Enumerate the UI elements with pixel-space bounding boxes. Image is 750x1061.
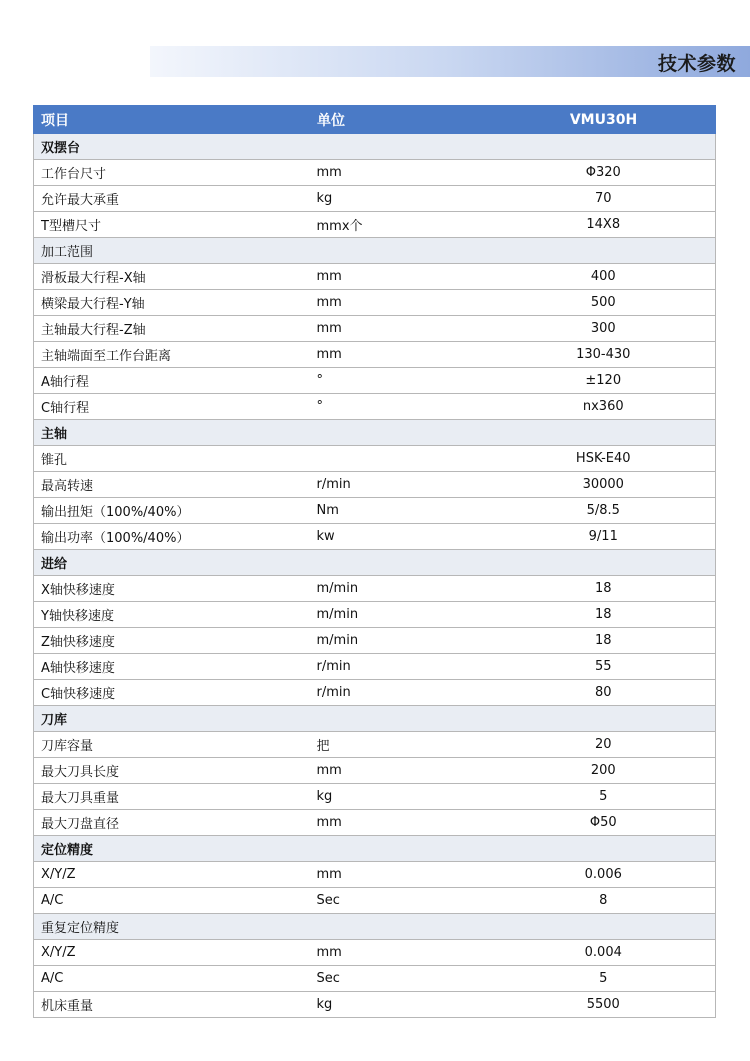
table-row [34, 602, 716, 628]
table-row [34, 342, 716, 368]
cell-value [492, 550, 716, 576]
cell-item: 进给 [34, 550, 310, 576]
cell-unit: kw [310, 524, 492, 550]
cell-item: X/Y/Z [34, 940, 310, 966]
cell-value: 500 [492, 290, 716, 316]
cell-value [492, 238, 716, 264]
header-item: 项目 [34, 106, 310, 134]
cell-unit [310, 836, 492, 862]
cell-item: A/C [34, 966, 310, 992]
cell-value: 18 [492, 628, 716, 654]
cell-unit: m/min [310, 628, 492, 654]
cell-unit [310, 706, 492, 732]
cell-item: 滑板最大行程-X轴 [34, 264, 310, 290]
cell-item: 重复定位精度 [34, 914, 310, 940]
cell-value: 5500 [492, 992, 716, 1018]
cell-unit: mm [310, 810, 492, 836]
table-row [34, 758, 716, 784]
cell-value: 5 [492, 966, 716, 992]
cell-item: A轴快移速度 [34, 654, 310, 680]
cell-item: A轴行程 [34, 368, 310, 394]
table-header-row [34, 106, 716, 134]
cell-item: 机床重量 [34, 992, 310, 1018]
cell-item: 允许最大承重 [34, 186, 310, 212]
table-row [34, 472, 716, 498]
cell-item: C轴行程 [34, 394, 310, 420]
cell-value: 30000 [492, 472, 716, 498]
cell-unit: r/min [310, 472, 492, 498]
table-row [34, 862, 716, 888]
table-row [34, 264, 716, 290]
cell-unit: mm [310, 160, 492, 186]
cell-item: 锥孔 [34, 446, 310, 472]
cell-value [492, 914, 716, 940]
cell-item: 刀库 [34, 706, 310, 732]
cell-item: Y轴快移速度 [34, 602, 310, 628]
cell-unit: mmx个 [310, 212, 492, 238]
spec-table [33, 105, 716, 1018]
table-row [34, 290, 716, 316]
cell-value: 300 [492, 316, 716, 342]
cell-value: HSK-E40 [492, 446, 716, 472]
cell-value: 20 [492, 732, 716, 758]
section-row [34, 420, 716, 446]
cell-item: X/Y/Z [34, 862, 310, 888]
table-row [34, 810, 716, 836]
cell-unit: m/min [310, 576, 492, 602]
table-row [34, 446, 716, 472]
cell-unit: mm [310, 316, 492, 342]
section-row [34, 706, 716, 732]
cell-unit [310, 420, 492, 446]
section-row [34, 238, 716, 264]
cell-value: 200 [492, 758, 716, 784]
cell-item: 主轴 [34, 420, 310, 446]
cell-value: 70 [492, 186, 716, 212]
cell-value: 0.006 [492, 862, 716, 888]
title-band [150, 46, 750, 77]
spec-table-body [34, 134, 716, 1018]
cell-value: 18 [492, 576, 716, 602]
cell-item: 横梁最大行程-Y轴 [34, 290, 310, 316]
cell-item: 输出功率（100%/40%） [34, 524, 310, 550]
cell-value [492, 706, 716, 732]
table-row [34, 888, 716, 914]
table-row [34, 524, 716, 550]
cell-unit: Sec [310, 966, 492, 992]
cell-item: 双摆台 [34, 134, 310, 160]
table-row [34, 576, 716, 602]
cell-value: nx360 [492, 394, 716, 420]
cell-unit [310, 550, 492, 576]
cell-unit [310, 134, 492, 160]
cell-value: 0.004 [492, 940, 716, 966]
section-row [34, 134, 716, 160]
cell-unit [310, 238, 492, 264]
section-row [34, 550, 716, 576]
cell-unit: mm [310, 290, 492, 316]
cell-unit: mm [310, 758, 492, 784]
table-row [34, 732, 716, 758]
cell-item: C轴快移速度 [34, 680, 310, 706]
cell-value: 8 [492, 888, 716, 914]
cell-item: 最大刀具重量 [34, 784, 310, 810]
table-row [34, 316, 716, 342]
cell-unit: Nm [310, 498, 492, 524]
cell-unit: r/min [310, 680, 492, 706]
cell-unit: mm [310, 264, 492, 290]
cell-item: A/C [34, 888, 310, 914]
header-unit: 单位 [310, 106, 492, 134]
table-row [34, 784, 716, 810]
cell-value: 18 [492, 602, 716, 628]
cell-item: 最大刀具长度 [34, 758, 310, 784]
section-row [34, 836, 716, 862]
cell-value: 130-430 [492, 342, 716, 368]
cell-item: X轴快移速度 [34, 576, 310, 602]
cell-value [492, 420, 716, 446]
cell-unit: Sec [310, 888, 492, 914]
cell-item: Z轴快移速度 [34, 628, 310, 654]
cell-item: 最大刀盘直径 [34, 810, 310, 836]
cell-unit: mm [310, 342, 492, 368]
cell-value: 55 [492, 654, 716, 680]
cell-unit: kg [310, 784, 492, 810]
table-row [34, 186, 716, 212]
table-row [34, 160, 716, 186]
cell-value: ±120 [492, 368, 716, 394]
cell-value: 14X8 [492, 212, 716, 238]
cell-item: 工作台尺寸 [34, 160, 310, 186]
table-row [34, 368, 716, 394]
table-row [34, 628, 716, 654]
cell-unit: kg [310, 992, 492, 1018]
header-model: VMU30H [492, 106, 716, 134]
cell-value [492, 836, 716, 862]
table-row [34, 212, 716, 238]
cell-value: 5 [492, 784, 716, 810]
cell-unit [310, 446, 492, 472]
cell-item: 刀库容量 [34, 732, 310, 758]
cell-unit: m/min [310, 602, 492, 628]
cell-item: T型槽尺寸 [34, 212, 310, 238]
table-row [34, 992, 716, 1018]
table-row [34, 940, 716, 966]
table-row [34, 394, 716, 420]
cell-item: 输出扭矩（100%/40%） [34, 498, 310, 524]
cell-unit: ° [310, 394, 492, 420]
cell-unit: kg [310, 186, 492, 212]
cell-item: 加工范围 [34, 238, 310, 264]
cell-value: 5/8.5 [492, 498, 716, 524]
cell-value [492, 134, 716, 160]
table-row [34, 966, 716, 992]
cell-unit: ° [310, 368, 492, 394]
cell-item: 主轴最大行程-Z轴 [34, 316, 310, 342]
cell-unit: mm [310, 940, 492, 966]
cell-value: 9/11 [492, 524, 716, 550]
table-row [34, 498, 716, 524]
cell-unit: r/min [310, 654, 492, 680]
table-row [34, 680, 716, 706]
cell-unit: mm [310, 862, 492, 888]
cell-value: 80 [492, 680, 716, 706]
cell-item: 定位精度 [34, 836, 310, 862]
cell-item: 最高转速 [34, 472, 310, 498]
cell-value: Φ50 [492, 810, 716, 836]
cell-item: 主轴端面至工作台距离 [34, 342, 310, 368]
section-row [34, 914, 716, 940]
cell-unit [310, 914, 492, 940]
cell-value: 400 [492, 264, 716, 290]
table-row [34, 654, 716, 680]
cell-value: Φ320 [492, 160, 716, 186]
cell-unit: 把 [310, 732, 492, 758]
page-title: 技术参数 [657, 53, 736, 75]
